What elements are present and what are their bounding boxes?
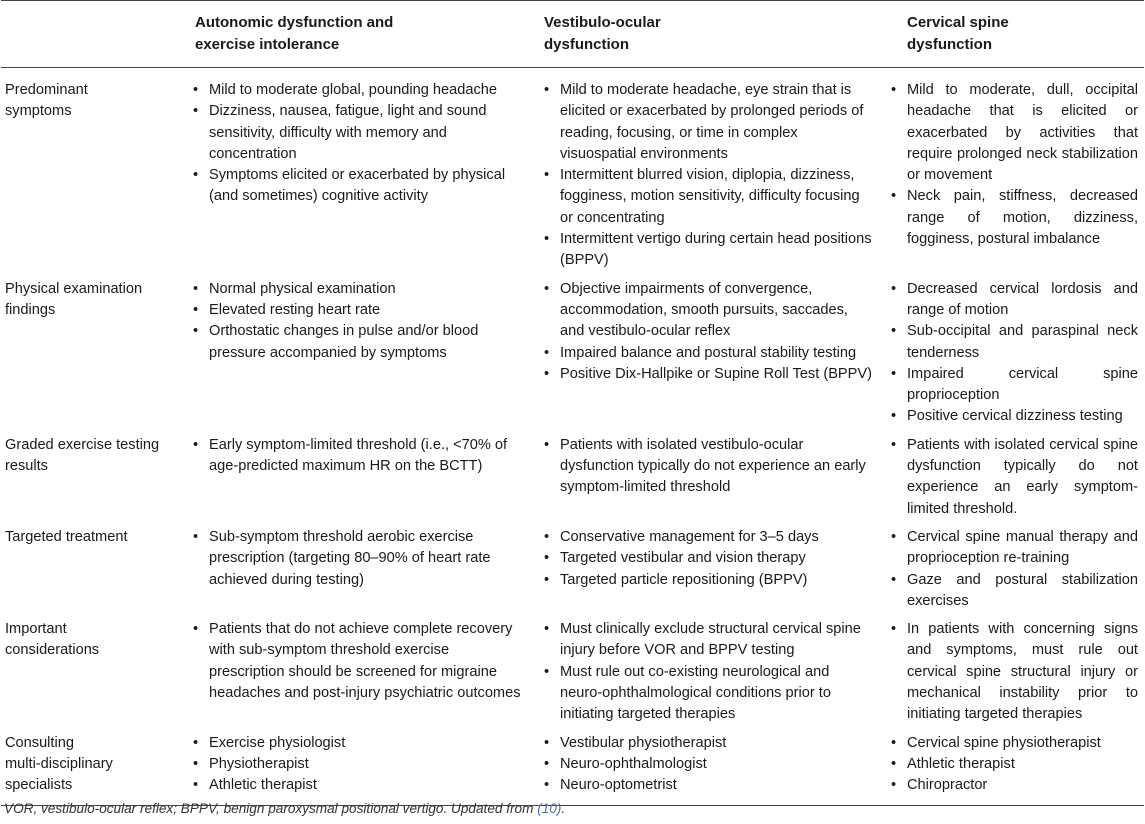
list-item-text: Normal physical examination <box>209 280 396 297</box>
list-item <box>891 570 1138 613</box>
list-item <box>544 548 875 569</box>
list-item-text: Mild to moderate headache, eye strain that is elicited or exacerbated by prolonged periods of reading, focusing, or time in complex visuospatial environments <box>560 82 864 162</box>
bullet-icon: • <box>544 231 550 248</box>
table-row <box>1 615 1144 728</box>
bullet-icon: • <box>891 188 897 205</box>
row-label <box>1 275 185 431</box>
header-vestibulo-ocular <box>531 1 881 68</box>
row-label <box>1 615 185 728</box>
bullet-icon: • <box>891 571 897 588</box>
bullet-icon: • <box>544 436 550 453</box>
list-item-text: Elevated resting heart rate <box>209 301 381 318</box>
list-item <box>891 406 1138 427</box>
list-item-text: Impaired cervical spine proprioception <box>907 365 1138 404</box>
list-item-text: Positive cervical dizziness testing <box>907 408 1123 425</box>
list-item-text: Targeted vestibular and vision therapy <box>560 550 806 567</box>
list-item <box>544 435 875 499</box>
bullet-icon: • <box>193 528 199 545</box>
bullet-icon: • <box>891 528 897 545</box>
header-autonomic <box>185 1 531 68</box>
bullet-icon: • <box>193 323 199 340</box>
bullet-icon: • <box>891 408 897 425</box>
list-item <box>891 435 1138 520</box>
header-line: Autonomic dysfunction and <box>195 14 394 31</box>
cell-autonomic <box>185 68 531 275</box>
bullet-icon: • <box>544 663 550 680</box>
cell-cervical-spine <box>881 431 1144 523</box>
cell-autonomic <box>185 275 531 431</box>
list-item-text: Patients with isolated vestibulo-ocular dysfunction typically do not experience an early symptom-limited threshold <box>560 436 866 496</box>
list-item <box>544 279 875 343</box>
bullet-icon: • <box>891 280 897 297</box>
header-line: Vestibulo-ocular <box>544 14 661 31</box>
list-item <box>891 754 1138 775</box>
cell-vestibulo-ocular <box>531 431 881 523</box>
header-line: exercise intolerance <box>195 36 340 53</box>
list-item <box>193 101 525 165</box>
list-item-text: Impaired balance and postural stability testing <box>560 344 857 361</box>
row-label-line: Predominant <box>5 82 88 98</box>
list-item-text: Patients with isolated cervical spine dysfunction typically do not experience an early symptom-limited threshold. <box>907 436 1138 517</box>
header-line: dysfunction <box>544 36 629 53</box>
table-row <box>1 275 1144 431</box>
list-item <box>544 733 875 754</box>
bullet-icon: • <box>544 777 550 794</box>
list-item <box>193 733 525 754</box>
row-label-line: Targeted treatment <box>5 528 128 545</box>
table-footnote <box>4 801 565 816</box>
header-cell-empty <box>1 1 185 68</box>
cell-cervical-spine <box>881 275 1144 431</box>
cell-autonomic <box>185 615 531 728</box>
list-item-text: Orthostatic changes in pulse and/or blood pressure accompanied by symptoms <box>209 323 479 361</box>
list-item <box>891 364 1138 407</box>
bullet-list <box>193 527 525 591</box>
row-label-line: symptoms <box>5 103 72 120</box>
header-line: Cervical spine <box>907 14 1009 31</box>
list-item-text: Mild to moderate global, pounding headache <box>209 82 498 98</box>
list-item-text: Physiotherapist <box>209 755 309 772</box>
list-item <box>544 527 875 548</box>
list-item-text: Mild to moderate, dull, occipital headache that is elicited or exacerbated by activities that require prolonged neck stabilization or movement <box>907 82 1138 184</box>
cell-vestibulo-ocular <box>531 523 881 615</box>
header-line: dysfunction <box>907 36 992 53</box>
cell-vestibulo-ocular <box>531 275 881 431</box>
list-item-text: Neuro-ophthalmologist <box>560 755 707 772</box>
bullet-icon: • <box>544 734 550 751</box>
bullet-list <box>193 619 525 704</box>
list-item-text: Cervical spine manual therapy and proprioception re-training <box>907 528 1138 567</box>
bullet-icon: • <box>544 528 550 545</box>
list-item <box>193 300 525 321</box>
list-item <box>544 570 875 591</box>
list-item-text: Patients that do not achieve complete recovery with sub-symptom threshold exercise prescription should be screened for migraine headaches and post-injury psychiatric outcomes <box>209 621 521 702</box>
bullet-icon: • <box>891 365 897 382</box>
bullet-list <box>544 80 875 272</box>
list-item <box>193 527 525 591</box>
list-item-text: Objective impairments of convergence, accommodation, smooth pursuits, saccades, and vestibulo-ocular reflex <box>560 280 848 340</box>
list-item <box>193 754 525 775</box>
list-item-text: Intermittent blurred vision, diplopia, dizziness, fogginess, motion sensitivity, difficulty focusing or concentrating <box>560 167 860 226</box>
bullet-icon: • <box>544 755 550 772</box>
cell-cervical-spine <box>881 523 1144 615</box>
list-item <box>891 279 1138 322</box>
bullet-list <box>891 527 1138 612</box>
row-label-line: Graded exercise testing <box>5 436 160 453</box>
bullet-icon: • <box>544 621 550 638</box>
row-label-line: Physical examination <box>5 280 143 297</box>
cell-vestibulo-ocular <box>531 68 881 275</box>
bullet-icon: • <box>544 550 550 567</box>
list-item <box>544 229 875 272</box>
list-item <box>193 321 525 364</box>
list-item <box>891 80 1138 186</box>
list-item <box>544 662 875 726</box>
bullet-icon: • <box>891 436 897 453</box>
list-item-text: Athletic therapist <box>907 755 1015 772</box>
list-item-text: Targeted particle repositioning (BPPV) <box>560 571 808 588</box>
list-item-text: Athletic therapist <box>209 777 317 794</box>
table-row <box>1 431 1144 523</box>
bullet-list <box>891 733 1138 797</box>
row-label <box>1 431 185 523</box>
bullet-icon: • <box>544 280 550 297</box>
cell-autonomic <box>185 729 531 805</box>
bullet-list <box>891 80 1138 250</box>
comparison-table <box>1 0 1144 806</box>
list-item-text: Decreased cervical lordosis and range of motion <box>907 280 1138 318</box>
table-header <box>1 1 1144 68</box>
row-label-line: results <box>5 458 48 475</box>
list-item-text: Symptoms elicited or exacerbated by physical (and sometimes) cognitive activity <box>209 167 506 205</box>
bullet-icon: • <box>544 82 550 98</box>
list-item-text: Sub-occipital and paraspinal neck tenderness <box>907 323 1138 361</box>
bullet-icon: • <box>891 734 897 751</box>
list-item-text: Must clinically exclude structural cervical spine injury before VOR and BPPV testing <box>560 621 861 659</box>
bullet-icon: • <box>193 755 199 772</box>
header-row <box>1 1 1144 68</box>
bullet-list <box>193 435 525 478</box>
bullet-icon: • <box>891 323 897 340</box>
bullet-icon: • <box>193 167 199 184</box>
list-item-text: Conservative management for 3–5 days <box>560 528 819 545</box>
bullet-list <box>544 527 875 591</box>
list-item <box>544 754 875 775</box>
list-item-text: In patients with concerning signs and symptoms, must rule out cervical spine structural injury or mechanical instability prior to initiating targeted therapies <box>907 621 1138 723</box>
bullet-list <box>193 279 525 364</box>
bullet-icon: • <box>193 777 199 794</box>
bullet-icon: • <box>193 280 199 297</box>
list-item-text: Vestibular physiotherapist <box>560 734 727 751</box>
list-item-text: Neck pain, stiffness, decreased range of motion, dizziness, fogginess, postural imbalance <box>907 188 1138 248</box>
table-row <box>1 523 1144 615</box>
row-label <box>1 68 185 275</box>
bullet-icon: • <box>544 344 550 361</box>
table-body <box>1 68 1144 806</box>
bullet-icon: • <box>193 301 199 318</box>
header-cervical-spine <box>881 1 1144 68</box>
bullet-icon: • <box>193 103 199 120</box>
cell-cervical-spine <box>881 729 1144 805</box>
cell-cervical-spine <box>881 615 1144 728</box>
list-item-text: Early symptom-limited threshold (i.e., <70% of age-predicted maximum HR on the BCTT) <box>209 436 508 475</box>
row-label <box>1 523 185 615</box>
bullet-icon: • <box>193 436 199 453</box>
list-item <box>193 279 525 300</box>
row-label-line: Consulting <box>5 734 74 751</box>
list-item <box>193 165 525 208</box>
bullet-list <box>544 733 875 797</box>
bullet-icon: • <box>891 755 897 772</box>
list-item <box>891 527 1138 570</box>
row-label-line: findings <box>5 301 56 318</box>
list-item <box>544 165 875 229</box>
list-item-text: Exercise physiologist <box>209 734 346 751</box>
bullet-icon: • <box>193 734 199 751</box>
cell-autonomic <box>185 523 531 615</box>
footnote-reference-link[interactable]: (10) <box>537 801 562 816</box>
table-row <box>1 729 1144 805</box>
bullet-icon: • <box>544 167 550 184</box>
row-label-line: specialists <box>5 777 73 794</box>
bullet-icon: • <box>891 82 897 98</box>
list-item <box>193 619 525 704</box>
row-label <box>1 729 185 805</box>
bullet-icon: • <box>891 621 897 638</box>
list-item <box>193 775 525 796</box>
bullet-icon: • <box>544 365 550 382</box>
bullet-list <box>193 733 525 797</box>
row-label-line: multi-disciplinary <box>5 755 113 772</box>
list-item <box>544 775 875 796</box>
list-item <box>891 321 1138 364</box>
list-item <box>544 343 875 364</box>
footnote-text: VOR, vestibulo-ocular reflex; BPPV, benign paroxysmal positional vertigo. Updated from <box>4 801 538 816</box>
bullet-list <box>544 435 875 499</box>
row-label-line: Important <box>5 621 67 638</box>
cell-vestibulo-ocular <box>531 729 881 805</box>
bullet-icon: • <box>544 571 550 588</box>
bullet-icon: • <box>193 82 199 98</box>
footnote-end: . <box>561 801 566 816</box>
list-item-text: Positive Dix-Hallpike or Supine Roll Test (BPPV) <box>560 365 872 382</box>
table-row <box>1 68 1144 275</box>
list-item-text: Sub-symptom threshold aerobic exercise prescription (targeting 80–90% of heart rate achieved during testing) <box>209 528 491 588</box>
list-item-text: Intermittent vertigo during certain head positions (BPPV) <box>560 231 872 269</box>
bullet-list <box>544 619 875 725</box>
row-label-line: considerations <box>5 642 100 659</box>
list-item <box>544 80 875 165</box>
cell-vestibulo-ocular <box>531 615 881 728</box>
list-item <box>193 80 525 101</box>
list-item-text: Gaze and postural stabilization exercises <box>907 571 1138 609</box>
list-item <box>891 733 1138 754</box>
bullet-list <box>193 80 525 208</box>
list-item-text: Dizziness, nausea, fatigue, light and sound sensitivity, difficulty with memory and concentration <box>209 103 487 162</box>
list-item-text: Neuro-optometrist <box>560 777 677 794</box>
list-item <box>544 619 875 662</box>
bullet-icon: • <box>193 621 199 638</box>
bullet-icon: • <box>891 777 897 794</box>
bullet-list <box>891 279 1138 428</box>
list-item-text: Must rule out co-existing neurological and neuro-ophthalmological conditions prior to initiating targeted therapies <box>560 663 831 723</box>
list-item-text: Cervical spine physiotherapist <box>907 734 1101 751</box>
list-item <box>891 619 1138 725</box>
bullet-list <box>891 619 1138 725</box>
bullet-list <box>891 435 1138 520</box>
list-item <box>544 364 875 385</box>
cell-autonomic <box>185 431 531 523</box>
cell-cervical-spine <box>881 68 1144 275</box>
list-item-text: Chiropractor <box>907 777 988 794</box>
list-item <box>891 775 1138 796</box>
list-item <box>193 435 525 478</box>
bullet-list <box>544 279 875 385</box>
list-item <box>891 186 1138 250</box>
